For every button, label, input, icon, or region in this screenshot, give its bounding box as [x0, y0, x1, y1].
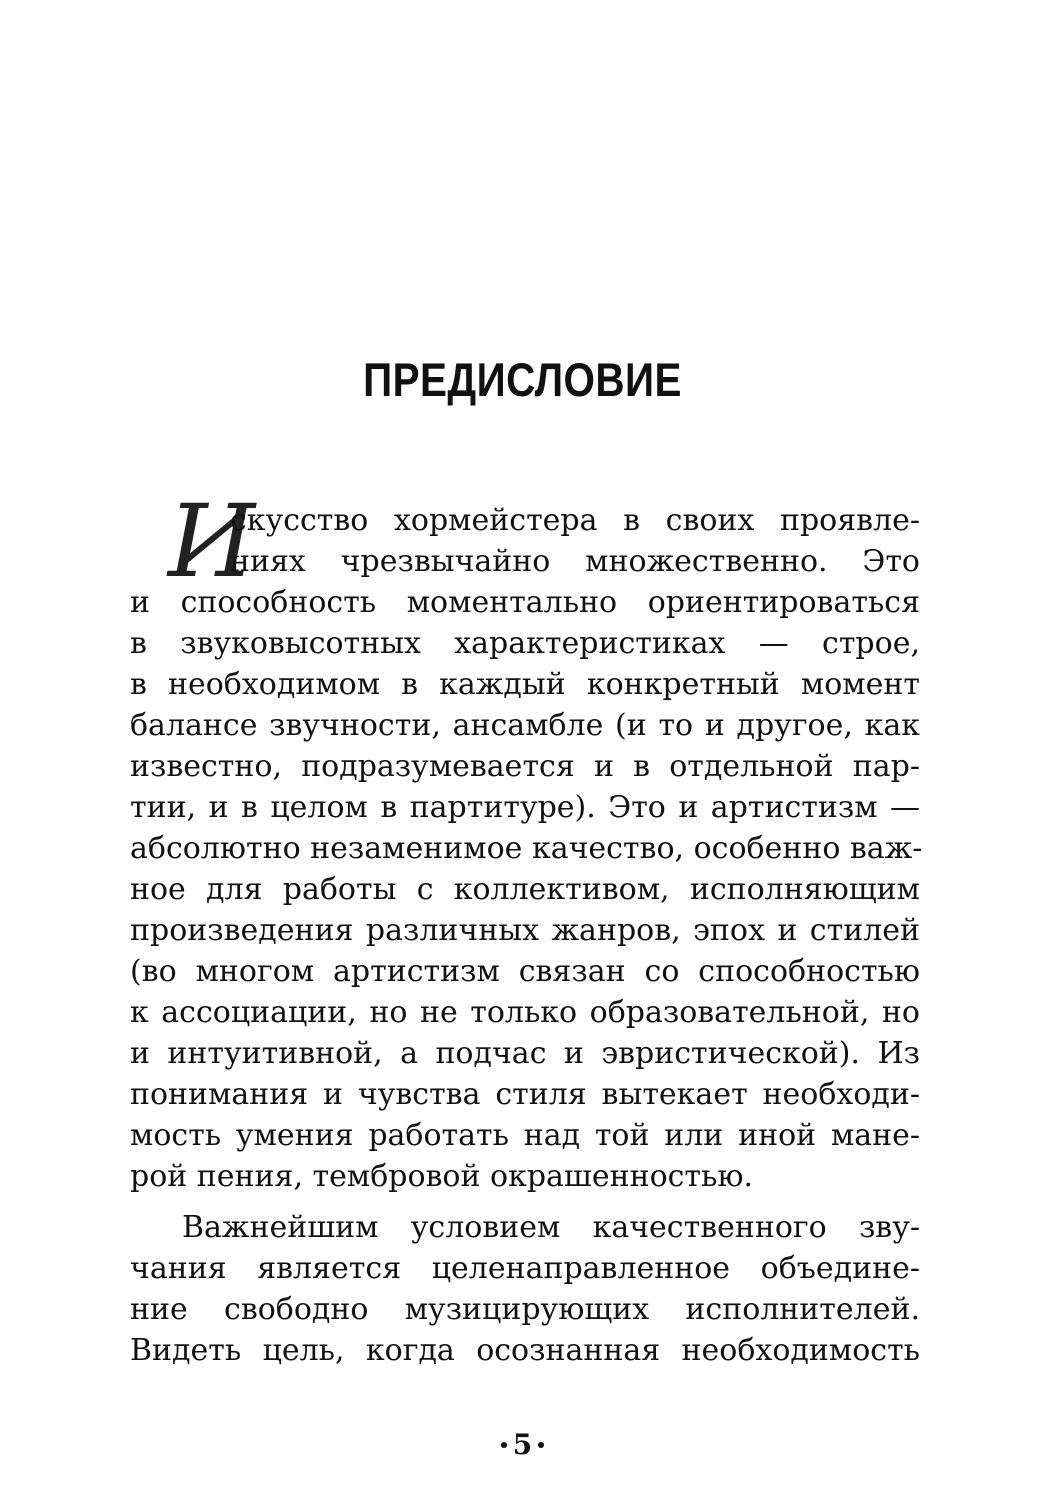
- text-line: к ассоциации, но не только образовательной, но: [130, 995, 920, 1030]
- text-line: тии, и в целом в партитуре). Это и артистизм —: [130, 790, 920, 825]
- bullet-dot-left: [501, 1442, 507, 1448]
- text-line: скусство хормейстера в своих проявле-: [230, 503, 920, 538]
- text-line: понимания и чувства стиля вытекает необходи-: [130, 1077, 920, 1112]
- text-line: рой пения, тембровой окрашенностью.: [130, 1159, 754, 1194]
- text-line: чания является целенаправленное объедине-: [130, 1251, 920, 1286]
- text-line: ние свободно музицирующих исполнителей.: [130, 1292, 920, 1327]
- paragraph-1: [130, 500, 923, 1197]
- drop-cap: И: [168, 483, 256, 600]
- page-footer: [0, 1425, 1045, 1465]
- text-line: произведения различных жанров, эпох и стилей: [130, 913, 920, 948]
- text-line: абсолютно незаменимое качество, особенно важ-: [130, 831, 923, 866]
- bullet-dot-right: [538, 1442, 544, 1448]
- text-line: балансе звучности, ансамбле (и то и другое, как: [130, 708, 920, 743]
- body-text: [130, 500, 923, 1371]
- text-line: в звуковысотных характеристиках — строе,: [130, 626, 920, 661]
- text-line: ное для работы с коллективом, исполняющим: [130, 872, 920, 907]
- page-number: 5: [512, 1428, 533, 1461]
- text-line: Важнейшим условием качественного зву-: [182, 1210, 920, 1245]
- text-line: и интуитивной, а подчас и эвристической). Из: [130, 1036, 920, 1071]
- text-line: известно, подразумевается и в отдельной пар-: [130, 749, 920, 784]
- text-line: (во многом артистизм связан со способностью: [130, 954, 920, 989]
- text-line: Видеть цель, когда осознанная необходимость: [130, 1333, 920, 1368]
- text-line: ниях чрезвычайно множественно. Это: [230, 544, 920, 579]
- text-line: мость умения работать над той или иной мане-: [130, 1118, 920, 1153]
- text-line: в необходимом в каждый конкретный момент: [130, 667, 920, 702]
- paragraph-2: [130, 1207, 920, 1371]
- text-line: и способность моментально ориентироваться: [130, 585, 920, 620]
- chapter-title: ПРЕДИСЛОВИЕ: [363, 353, 682, 406]
